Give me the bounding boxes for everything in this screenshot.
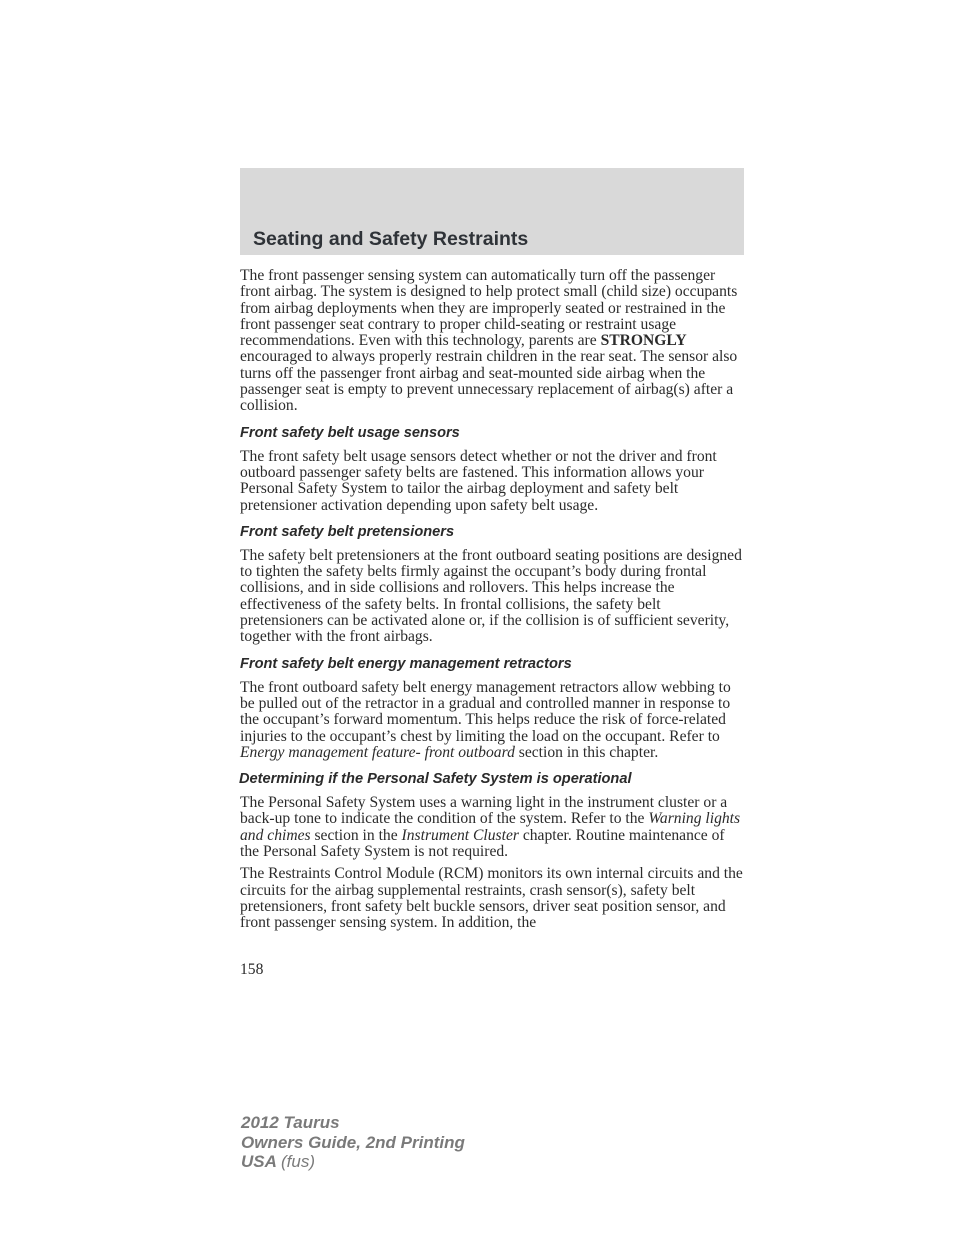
system-operational-paragraph-2: The Restraints Control Module (RCM) monitors its own internal circuits and the circuits for the airbag supplemental restraints, crash sensor(s), safety belt pretensioners, front safety belt buckle sensors, driver seat position sensor, and front passenger sensing system. In addition, the: [240, 865, 743, 932]
operational-text-2: section in the: [310, 826, 402, 844]
operational-text-1: The Personal Safety System uses a warning light in the instrument cluster or a back-up tone to indicate the condition of the system. Refer to the: [240, 794, 728, 828]
intro-text-2: encouraged to always properly restrain children in the rear seat. The sensor also turns off the passenger front airbag and seat-mounted side airbag when the passenger seat is empty to prevent unnecessary replacement of airbag(s) after a collision.: [240, 348, 738, 415]
operational-text-3: chapter. Routine maintenance of the Personal Safety System is not required.: [240, 826, 725, 861]
energy-retractors-text-1: The front outboard safety belt energy management retractors allow webbing to be pulled out of the retractor in a gradual and controlled manner in response to the occupant’s forward momentum. This helps reduce the risk of force-related injuries to the occupant’s chest by limiting the load on the occupant. Refer to: [240, 678, 731, 745]
warning-lights-reference: Warning lights and chimes: [240, 810, 741, 844]
instrument-cluster-reference: Instrument Cluster: [401, 826, 519, 844]
intro-paragraph: [240, 268, 746, 415]
intro-emphasis: STRONGLY: [600, 332, 687, 350]
document-footer: [241, 1113, 465, 1172]
footer-market: [241, 1152, 465, 1172]
energy-retractors-text-2: section in this chapter.: [514, 743, 659, 761]
section-heading-pretensioners: Front safety belt pretensioners: [240, 523, 455, 540]
footer-market-code: (fus): [281, 1152, 315, 1171]
chapter-header-band: [240, 168, 744, 255]
section-heading-energy-retractors: Front safety belt energy management retractors: [240, 655, 572, 672]
energy-retractors-paragraph: [240, 680, 746, 761]
page-content: [240, 268, 746, 938]
footer-model: 2012 Taurus: [241, 1113, 340, 1132]
system-operational-paragraph-1: [240, 795, 746, 860]
chapter-title: Seating and Safety Restraints: [253, 228, 529, 250]
energy-management-reference: Energy management feature- front outboard: [240, 743, 515, 761]
intro-text-1: The front passenger sensing system can automatically turn off the passenger front airbag. The system is designed to help protect small (child size) occupants from airbag deployments when they are improperly seated or restrained in the front passenger seat contrary to proper child-seating or restraint usage recommendations. Even with this technology, parents are: [240, 267, 738, 350]
page-number: 158: [240, 961, 264, 978]
footer-market-name: USA: [241, 1152, 277, 1171]
usage-sensors-paragraph: The front safety belt usage sensors detect whether or not the driver and front outboard passenger safety belts are fastened. This information allows your Personal Safety System to tailor the airbag deployment and safety belt pretensioner activation depending upon safety belt usage.: [240, 447, 717, 514]
section-heading-system-operational: Determining if the Personal Safety System is operational: [239, 771, 632, 788]
pretensioners-paragraph: The safety belt pretensioners at the front outboard seating positions are designed to tighten the safety belts firmly against the occupant’s body during frontal collisions, and in side collisions and rollovers. This helps increase the effectiveness of the safety belts. In frontal collisions, the safety belt pretensioners can be activated alone or, if the collision is of sufficient severity, together with the front airbags.: [240, 546, 742, 646]
section-heading-usage-sensors: Front safety belt usage sensors: [240, 424, 460, 441]
footer-guide-edition: Owners Guide, 2nd Printing: [241, 1132, 465, 1152]
